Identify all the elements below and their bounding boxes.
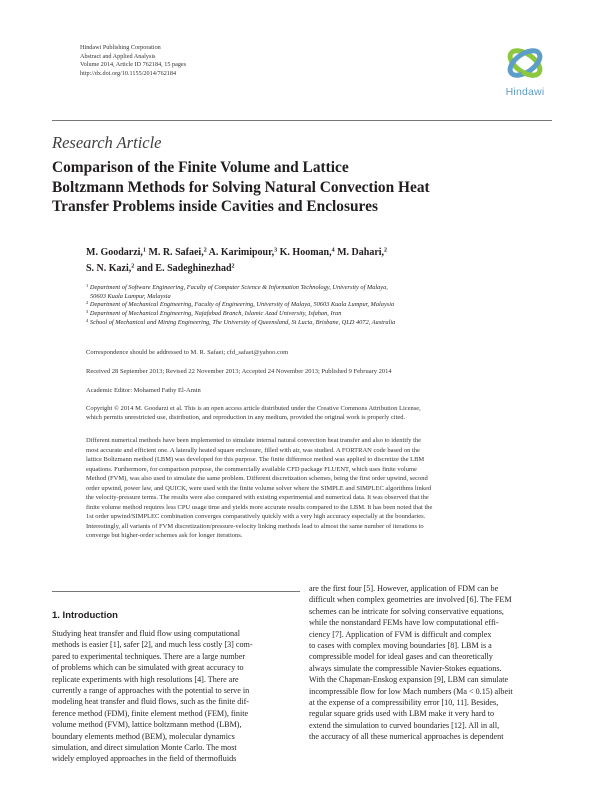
title-line: Boltzmann Methods for Solving Natural Convection Heat xyxy=(52,178,430,196)
body-line: With the Chapman-Enskog expansion [9], LBM can simulate xyxy=(309,675,509,685)
author-affiliation-mark: 1 xyxy=(142,247,146,254)
abstract-divider xyxy=(52,591,300,592)
abstract-line: Method (FVM), was also used to simulate the same problem. Different discretization schemes, being the first order upwind, second xyxy=(86,475,428,482)
body-line: at the expense of a compressibility error [10, 11]. Besides, xyxy=(309,698,499,708)
doi-link[interactable]: http://dx.doi.org/10.1155/2014/762184 xyxy=(80,69,177,77)
logo-label: Hindawi xyxy=(505,86,545,98)
article-type: Research Article xyxy=(52,133,162,152)
author-line-1 xyxy=(86,245,387,261)
body-line: are the first four [5]. However, application of FDM can be xyxy=(309,584,499,593)
affiliation-number: 2 xyxy=(86,300,89,306)
body-line: ciency [7]. Application of FVM is difficult and complex xyxy=(309,629,492,639)
affiliation xyxy=(86,301,556,310)
affiliation-text: Department of Mechanical Engineering, Faculty of Engineering, University of Malaya, 50603 Kuala Lumpur, Malaysia xyxy=(89,301,395,309)
journal-name: Abstract and Applied Analysis xyxy=(80,52,156,60)
author-affiliation-mark: 3 xyxy=(274,247,278,254)
author-affiliation-mark: 2 xyxy=(131,263,135,270)
body-column-left xyxy=(52,628,295,765)
abstract-line: equations. Furthermore, for comparison purpose, the commercially available CFD package FLUENT, which uses finite volume xyxy=(86,465,417,473)
author-list xyxy=(86,245,387,277)
abstract xyxy=(86,436,552,541)
body-line: replicate experiments with high resolutions [4]. There are xyxy=(52,674,239,684)
abstract-line: finite volume method requires less CPU usage time and yields more accurate results compared to the LBM. It has been noted that the xyxy=(86,503,433,511)
affiliation-text: School of Mechanical and Mining Engineering, The University of Queensland, St Lucia, Brisbane, QLD 4072, Australia xyxy=(89,318,396,326)
body-line: schemes can be intricate for solving conservative equations, xyxy=(309,606,504,616)
body-line: boundary elements method (BEM), molecular dynamics xyxy=(52,731,235,741)
copyright-line: which permits unrestricted use, distribution, and reproduction in any medium, provided the original work is properly cited. xyxy=(86,414,406,421)
section-heading: 1. Introduction xyxy=(52,610,118,621)
body-line: ference method (FDM), finite element method (FEM), finite xyxy=(52,708,249,718)
abstract-line: converge but higher-order schemes ask for longer iterations. xyxy=(86,532,243,539)
body-line: incompressible flow for low Mach numbers (Ma < 0.15) albeit xyxy=(309,686,513,696)
academic-editor: Academic Editor: Mohamed Fathy El-Amin xyxy=(86,387,201,394)
paper-title xyxy=(52,158,552,217)
author-name[interactable]: M. Goodarzi, xyxy=(86,247,143,258)
author-affiliation-mark: 4 xyxy=(331,247,335,254)
author-name[interactable]: M. R. Safaei, xyxy=(148,247,204,258)
body-line: methods is easier [1], safer [2], and much less costly [3] com- xyxy=(52,640,253,650)
copyright-line: Copyright © 2014 M. Goodarzi et al. This is an open access article distributed under the Creative Commons Attribution License, xyxy=(86,405,421,412)
body-line: simulation, and direct simulation Monte Carlo. The most xyxy=(52,743,237,753)
body-line: extend the simulation to curved boundaries [12]. All in all, xyxy=(309,720,500,730)
affiliation xyxy=(86,319,556,328)
author-affiliation-mark: 2 xyxy=(384,247,388,254)
abstract-line: Different numerical methods have been implemented to simulate internal natural convection heat transfer and also to identify the xyxy=(86,437,422,444)
body-line: currently a range of approaches with the potential to serve in xyxy=(52,686,250,696)
body-line: pared to experimental techniques. There are a large number xyxy=(52,651,246,661)
author-name[interactable]: A. Karimipour, xyxy=(208,247,275,258)
author-name[interactable]: M. Dahari, xyxy=(337,247,385,258)
journal-header xyxy=(80,44,186,78)
body-column-right xyxy=(309,583,552,743)
volume-info: Volume 2014, Article ID 762184, 15 pages xyxy=(80,61,187,69)
affiliation-number: 1 xyxy=(86,282,89,288)
body-line: difficult when complex geometries are involved [6]. The FEM xyxy=(309,595,512,605)
affiliations xyxy=(86,284,556,328)
hindawi-rings-icon xyxy=(502,40,548,86)
author-affiliation-mark: 2 xyxy=(231,263,235,270)
body-line: regular square grids used with LBM make it very hard to xyxy=(309,709,495,719)
body-line: widely employed approaches in the field of thermofluids xyxy=(52,754,237,764)
body-line: volume method (FVM), lattice boltzmann method (LBM), xyxy=(52,720,242,730)
affiliation-continuation: 50603 Kuala Lumpur, Malaysia xyxy=(90,292,171,300)
title-line: Transfer Problems inside Cavities and Enclosures xyxy=(52,198,378,215)
abstract-line: the velocity-pressure terms. The results were also compared with existing experimental and numerical data. It was observed that the xyxy=(86,494,429,501)
correspondence[interactable]: Correspondence should be addressed to M. R. Safaei; cfd_safaei@yahoo.com xyxy=(86,349,289,356)
affiliation xyxy=(86,284,556,293)
affiliation-text: Department of Software Engineering, Faculty of Computer Science & Information Technology, University of Malaya, xyxy=(89,284,388,291)
abstract-line: Interestingly, all variants of FVM discretization/pressure-velocity linking methods lead to almost the same number of iterations to xyxy=(86,522,424,530)
affiliation-number: 4 xyxy=(86,317,89,323)
body-line: Studying heat transfer and fluid flow using computational xyxy=(52,629,240,638)
header-divider xyxy=(52,120,552,121)
abstract-line: most accurate and efficient one. A laterally heated square enclosure, filled with air, was studied. A FORTRAN code based on the xyxy=(86,446,420,454)
affiliation-text: Department of Mechanical Engineering, Najafabad Branch, Islamic Azad University, Isfahan, Iran xyxy=(89,310,342,318)
hindawi-logo[interactable] xyxy=(497,40,553,104)
publisher: Hindawi Publishing Corporation xyxy=(80,44,161,51)
author-name[interactable]: K. Hooman, xyxy=(279,247,332,258)
title-line: Comparison of the Finite Volume and Lattice xyxy=(52,159,349,176)
abstract-line: 1st order upwind/SIMPLEC combination converges comparatively quickly with a very high accuracy especially at the boundaries. xyxy=(86,513,426,520)
abstract-line: lattice Boltzmann method (LBM) was developed for this purpose. The finite difference method was applied to discretize the LBM xyxy=(86,456,425,463)
article-dates: Received 28 September 2013; Revised 22 November 2013; Accepted 24 November 2013; Published 9 February 2014 xyxy=(86,368,392,375)
affiliation xyxy=(86,310,556,319)
body-line: of problems which can be simulated with great accuracy to xyxy=(52,663,244,673)
copyright-notice xyxy=(86,404,421,422)
body-line: the accuracy of all these numerical approaches is dependent xyxy=(309,732,504,742)
abstract-line: order upwind, power law, and QUICK, were used with the finite volume solver where the SIMPLE and SIMPLEC algorithms linked xyxy=(86,484,432,492)
author-name[interactable]: S. N. Kazi, xyxy=(86,263,132,274)
body-line: compressible model for ideal gases and can theoretically xyxy=(309,652,493,662)
body-line: always simulate the compressible Navier-Stokes equations. xyxy=(309,663,502,673)
body-line: modeling heat transfer and fluid flows, such as the finite dif- xyxy=(52,697,249,707)
author-line-2 xyxy=(86,261,387,277)
body-line: to cases with complex moving boundaries [8]. LBM is a xyxy=(309,641,492,651)
affiliation-number: 3 xyxy=(86,308,89,314)
author-affiliation-mark: 2 xyxy=(203,247,207,254)
body-line: while the nonstandard FEMs have low computational effi- xyxy=(309,618,499,628)
author-name[interactable]: and E. Sadeghinezhad xyxy=(136,263,232,274)
